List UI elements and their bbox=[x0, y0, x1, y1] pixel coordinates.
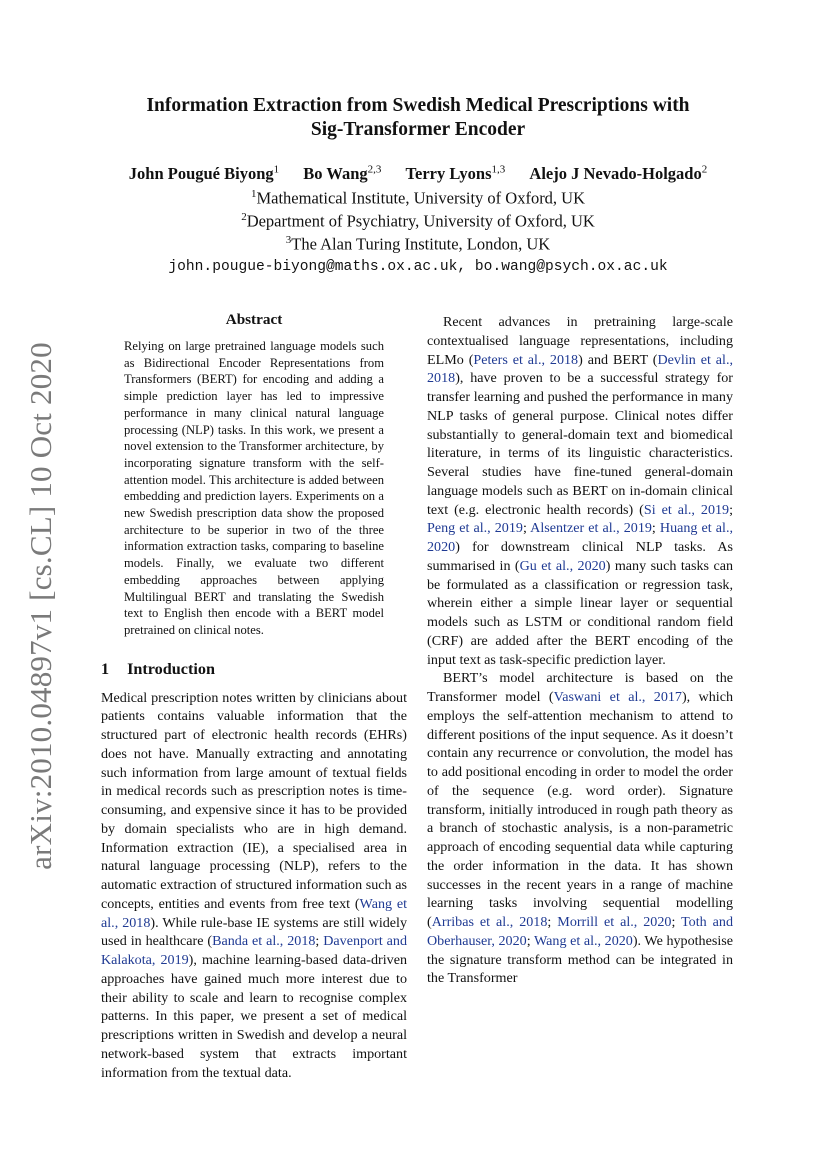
author-list bbox=[100, 158, 736, 185]
paragraph-text: ). We hypothesise the signature transform method can be integrated in the Transformer bbox=[427, 932, 733, 987]
paragraph-text: ; bbox=[651, 520, 660, 537]
paragraph-text: ; bbox=[522, 520, 531, 537]
arxiv-identifier: arXiv:2010.04897v1 [cs.CL] 10 Oct 2020 bbox=[23, 342, 58, 870]
citation-link[interactable]: Vaswani et al., 2017 bbox=[553, 689, 682, 705]
paragraph-text: BERT’s model architecture is based on the Transformer model ( bbox=[427, 670, 733, 705]
citation-link[interactable]: Gu et al., 2020 bbox=[519, 557, 606, 574]
paragraph-text: Recent advances in pretraining large-scale contextualised language representations, including ELMo ( bbox=[427, 314, 733, 368]
author: Bo Wang$^{2,3}$ bbox=[303, 163, 382, 183]
abstract-heading: Abstract bbox=[225, 311, 283, 328]
section-title: Introduction bbox=[127, 659, 215, 678]
intro-paragraph-1 bbox=[101, 689, 407, 1083]
paragraph-text: ), have proven to be a successful strategy for transfer learning and pushed the performance in many NLP tasks of general purpose. Clinical notes differ substantially to general-domain text and biomedical literature, in terms of its linguistic characteristics. Several studies have fine-tuned general-domain language models such as BERT on in-domain clinical text (e.g. electronic health records) ( bbox=[427, 370, 733, 518]
paragraph-text: ; bbox=[547, 914, 558, 930]
author: Terry Lyons$^{1,3}$ bbox=[405, 163, 506, 183]
affiliation: $^2$Department of Psychiatry, University of Oxford, UK bbox=[241, 210, 595, 230]
paragraph-text: ) for downstream clinical NLP tasks. As summarised in ( bbox=[427, 539, 733, 574]
intro-paragraph-3 bbox=[427, 669, 733, 988]
arxiv-sidebar-stamp bbox=[20, 342, 62, 870]
paragraph-text: ; bbox=[729, 501, 734, 518]
paper-title bbox=[100, 94, 736, 142]
paragraph-text: ; bbox=[671, 914, 682, 930]
citation-link[interactable]: Devlin et al., 2018 bbox=[427, 351, 733, 387]
citation-link[interactable]: Huang et al., 2020 bbox=[427, 520, 733, 555]
author: John Pougué Biyong$^1$ bbox=[128, 163, 280, 183]
intro-paragraph-2 bbox=[427, 313, 733, 669]
title-line-2: Sig-Transformer Encoder bbox=[310, 119, 526, 140]
abstract-text: Relying on large pretrained language models such as Bidirectional Encoder Representations from Transformers (BERT) for encoding and adding a simple prediction layer has led to impressive performance in many clinical natural language processing (NLP) tasks. In this work, we present a novel extension to the Transformer architecture, by incorporating signature transform with the self-attention model. This architecture is added between embedding and prediction layers. Experiments on a new Swedish prescription data show the proposed architecture to be superior in two of the three information extraction tasks, comparing to baseline models. Finally, we evaluate two different embedding approaches between applying Multilingual BERT and translating the Swedish text to English then encode with a BERT model pretrained on clinical notes. bbox=[124, 339, 384, 637]
citation-link[interactable]: Peng et al., 2019 bbox=[427, 520, 523, 537]
citation-link[interactable]: Arribas et al., 2018 bbox=[431, 914, 548, 930]
paragraph-text: ), machine learning-based data-driven approaches have gained much more interest due to their ability to scale and learn to recognise complex patterns. In this paper, we present a set of medical prescriptions written in Swedish and develop a neural network-based system that extracts important information from the textual data. bbox=[101, 952, 407, 1081]
right-column bbox=[427, 313, 733, 988]
citation-link[interactable]: Si et al., 2019 bbox=[643, 501, 730, 518]
citation-link[interactable]: Wang et al., 2020 bbox=[533, 932, 633, 949]
section-heading bbox=[101, 660, 407, 679]
author-emails: john.pougue-biyong@maths.ox.ac.uk, bo.wang@psych.ox.ac.uk bbox=[168, 258, 668, 275]
left-column bbox=[101, 311, 407, 1082]
paper-header bbox=[100, 94, 736, 278]
paragraph-text: ; bbox=[315, 933, 324, 950]
affiliation: $^1$Mathematical Institute, University of Oxford, UK bbox=[250, 187, 586, 207]
section-number: 1 bbox=[101, 659, 110, 678]
paragraph-text: Medical prescription notes written by clinicians about patients contains valuable information that the structured part of electronic health records (EHRs) does not have. Manually extracting and annotating such information from large amount of textual fields in medical records such as prescription notes is time-consuming, and expensive since it has to be provided by domain specialists who are in high demand. Information extraction (IE), a specialised area in natural language processing (NLP), refers to the automatic extraction of structured information such as concepts, entities and events from free text ( bbox=[101, 689, 407, 912]
author: Alejo J Nevado-Holgado$^2$ bbox=[529, 163, 708, 183]
paragraph-text: ) and BERT ( bbox=[578, 351, 658, 368]
citation-link[interactable]: Wang et al., 2018 bbox=[101, 895, 407, 931]
affiliation: $^3$The Alan Turing Institute, London, UK bbox=[285, 233, 551, 253]
paragraph-text: ), which employs the self-attention mechanism to attend to different positions of the input sequence. As it doesn’t contain any recurrence or convolution, the model has to add positional encoding in order to model the order of the sequence (e.g. word order). Signature transform, initially introduced in rough path theory as a branch of stochastic analysis, is a non-parametric approach of encoding sequential data while capturing the order information in the data. It has shown successes in the recent years in a range of machine learning tasks involving sequential modelling ( bbox=[427, 689, 733, 930]
paragraph-text: ). While rule-base IE systems are still widely used in healthcare ( bbox=[101, 914, 408, 950]
citation-link[interactable]: Morrill et al., 2020 bbox=[557, 914, 672, 930]
citation-link[interactable]: Davenport and Kalakota, 2019 bbox=[101, 933, 407, 969]
title-line-1: Information Extraction from Swedish Medical Prescriptions with bbox=[146, 95, 690, 116]
citation-link[interactable]: Alsentzer et al., 2019 bbox=[530, 520, 652, 537]
paragraph-text: ) many such tasks can be formulated as a classification or regression task, wherein either a simple linear layer or sequential models such as LSTM or conditional random field (CRF) are added after the BERT encoding of the input text as task-specific prediction layer. bbox=[427, 557, 734, 668]
paragraph-text: ; bbox=[526, 932, 534, 949]
citation-link[interactable]: Peters et al., 2018 bbox=[473, 351, 579, 368]
citation-link[interactable]: Toth and Oberhauser, 2020 bbox=[427, 914, 733, 949]
citation-link[interactable]: Banda et al., 2018 bbox=[212, 933, 316, 950]
